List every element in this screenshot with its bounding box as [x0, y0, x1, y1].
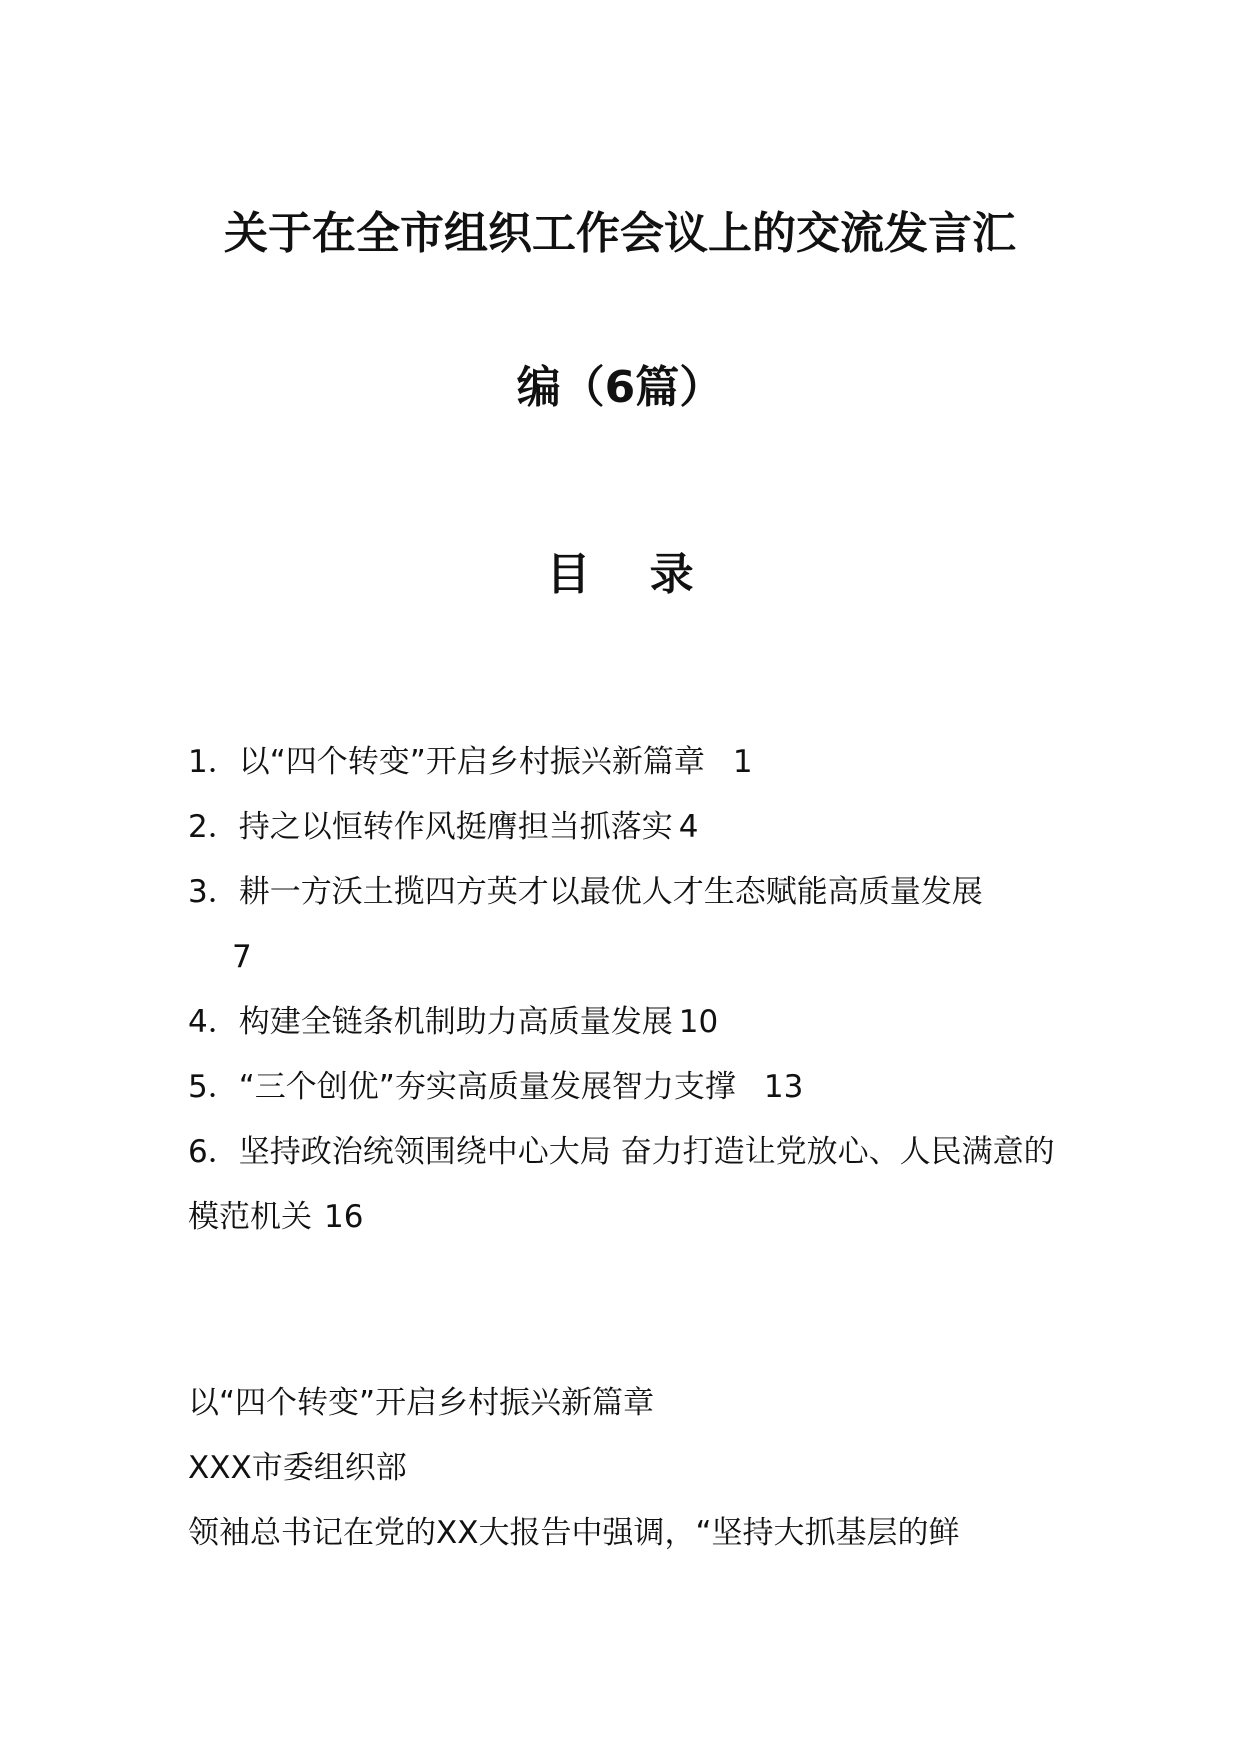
- toc-entry-6[interactable]: [188, 1120, 1068, 1250]
- toc-entry-number: 4．: [188, 1004, 239, 1040]
- article-paragraph: 领袖总书记在党的XX大报告中强调，“坚持大抓基层的鲜: [188, 1515, 960, 1551]
- document-title-line-1: 关于在全市组织工作会议上的交流发言汇: [224, 208, 1016, 259]
- toc-entry-page: 1: [732, 744, 753, 780]
- toc-entry-number: 1．: [188, 744, 239, 780]
- toc-entry-5[interactable]: [188, 1055, 1068, 1120]
- article-author: XXX市委组织部: [188, 1450, 407, 1486]
- toc-entry-3[interactable]: [188, 860, 1068, 990]
- table-of-contents: [188, 730, 1068, 1250]
- toc-entry-4[interactable]: [188, 990, 1068, 1055]
- toc-entry-page: 13: [763, 1069, 804, 1105]
- toc-entry-title: 以“四个转变”开启乡村振兴新篇章: [238, 744, 705, 780]
- toc-entry-number: 5．: [188, 1069, 239, 1105]
- document-title-line-2: 编（6篇）: [516, 362, 724, 413]
- article-body: [188, 1371, 1068, 1566]
- toc-entry-title: 持之以恒转作风挺膺担当抓落实: [238, 809, 673, 845]
- toc-entry-title: 耕一方沃土揽四方英才以最优人才生态赋能高质量发展: [238, 874, 983, 910]
- toc-heading: 目 录: [546, 549, 716, 600]
- toc-entry-title: 构建全链条机制助力高质量发展: [238, 1004, 673, 1040]
- toc-entry-page: 7: [232, 939, 252, 975]
- toc-entry-page: 16: [324, 1199, 364, 1235]
- article-title: 以“四个转变”开启乡村振兴新篇章: [188, 1385, 655, 1421]
- toc-entry-number: 2．: [188, 809, 239, 845]
- toc-entry-title: 坚持政治统领围绕中心大局 奋力打造让党放心、人民满意的模范机关: [188, 1134, 1055, 1235]
- toc-entry-1[interactable]: [188, 730, 1068, 795]
- toc-entry-2[interactable]: [188, 795, 1068, 860]
- toc-entry-page: 10: [678, 1004, 719, 1040]
- toc-entry-page: 4: [678, 809, 699, 845]
- toc-entry-title: “三个创优”夯实高质量发展智力支撑: [238, 1069, 736, 1105]
- toc-entry-number: 3．: [188, 874, 239, 910]
- toc-entry-number: 6．: [188, 1134, 239, 1170]
